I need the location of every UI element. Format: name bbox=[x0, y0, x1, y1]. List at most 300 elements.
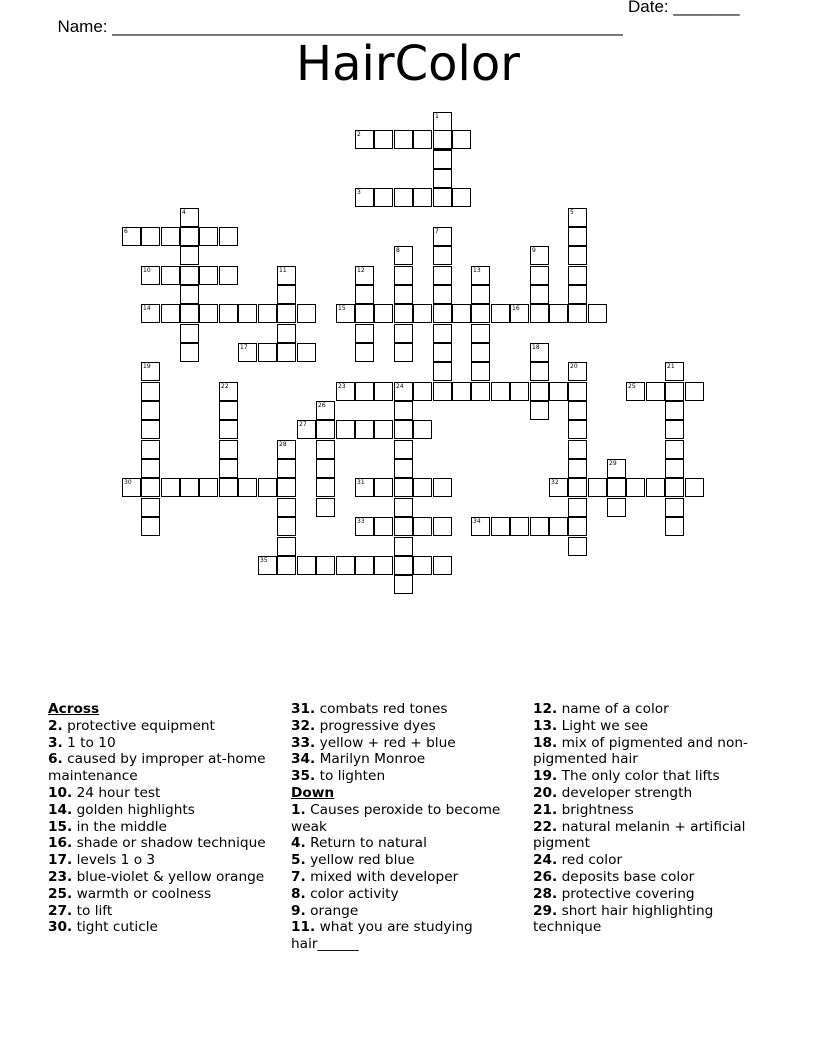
grid-cell[interactable] bbox=[122, 227, 141, 246]
grid-cell[interactable] bbox=[277, 459, 296, 478]
grid-cell[interactable] bbox=[452, 382, 471, 401]
clue-number-label: 6. bbox=[48, 751, 63, 768]
clue-number: 28 bbox=[279, 441, 287, 448]
grid-cell[interactable] bbox=[199, 478, 218, 497]
grid-cell[interactable] bbox=[665, 498, 684, 517]
clue-text: tight cuticle bbox=[72, 919, 158, 936]
grid-cell[interactable] bbox=[665, 420, 684, 439]
grid-cell[interactable] bbox=[607, 498, 626, 517]
grid-cell[interactable] bbox=[374, 420, 393, 439]
grid-cell[interactable] bbox=[374, 304, 393, 323]
clue-text: brightness bbox=[557, 801, 634, 818]
grid-cell[interactable] bbox=[549, 382, 568, 401]
grid-cell[interactable] bbox=[277, 324, 296, 343]
grid-cell[interactable] bbox=[316, 459, 335, 478]
grid-cell[interactable] bbox=[685, 382, 704, 401]
grid-cell[interactable] bbox=[413, 304, 432, 323]
clue-number-label: 8. bbox=[291, 885, 306, 902]
grid-cell[interactable] bbox=[336, 382, 355, 401]
clue-item bbox=[291, 718, 531, 735]
grid-cell[interactable] bbox=[355, 304, 374, 323]
grid-cell[interactable] bbox=[219, 304, 238, 323]
grid-cell[interactable] bbox=[316, 420, 335, 439]
grid-cell[interactable] bbox=[258, 304, 277, 323]
grid-cell[interactable] bbox=[452, 130, 471, 149]
grid-cell[interactable] bbox=[316, 478, 335, 497]
grid-cell[interactable] bbox=[141, 266, 160, 285]
grid-cell[interactable] bbox=[433, 517, 452, 536]
clue-number: 19 bbox=[143, 363, 151, 370]
clue-number: 9 bbox=[532, 247, 536, 254]
grid-cell[interactable] bbox=[394, 440, 413, 459]
grid-cell[interactable] bbox=[665, 517, 684, 536]
grid-cell[interactable] bbox=[374, 517, 393, 536]
across-clue-list bbox=[48, 718, 288, 936]
clue-text: orange bbox=[305, 902, 359, 919]
grid-cell[interactable] bbox=[588, 478, 607, 497]
grid-cell[interactable] bbox=[336, 556, 355, 575]
grid-cell[interactable] bbox=[568, 459, 587, 478]
grid-cell[interactable] bbox=[355, 130, 374, 149]
clue-number-label: 25. bbox=[48, 885, 73, 902]
grid-cell[interactable] bbox=[413, 382, 432, 401]
grid-cell[interactable] bbox=[413, 420, 432, 439]
clue-text: developer strength bbox=[557, 784, 693, 801]
clue-text: caused by improper at-home maintenance bbox=[48, 751, 266, 785]
grid-cell[interactable] bbox=[297, 343, 316, 362]
grid-cell[interactable] bbox=[316, 556, 335, 575]
grid-cell[interactable] bbox=[646, 382, 665, 401]
grid-cell[interactable] bbox=[685, 478, 704, 497]
grid-cell[interactable] bbox=[433, 324, 452, 343]
clue-number: 29 bbox=[609, 460, 617, 467]
grid-cell[interactable] bbox=[199, 227, 218, 246]
grid-cell[interactable] bbox=[394, 498, 413, 517]
grid-cell[interactable] bbox=[355, 285, 374, 304]
grid-cell[interactable] bbox=[394, 266, 413, 285]
grid-cell[interactable] bbox=[433, 382, 452, 401]
clue-number-label: 23. bbox=[48, 868, 73, 885]
grid-cell[interactable] bbox=[180, 324, 199, 343]
grid-cell[interactable] bbox=[607, 478, 626, 497]
grid-cell[interactable] bbox=[491, 382, 510, 401]
grid-cell[interactable] bbox=[199, 266, 218, 285]
clue-number: 4 bbox=[182, 209, 186, 216]
clue-number: 7 bbox=[435, 228, 439, 235]
grid-cell[interactable] bbox=[530, 517, 549, 536]
grid-cell[interactable] bbox=[471, 324, 490, 343]
grid-cell[interactable] bbox=[277, 304, 296, 323]
grid-cell[interactable] bbox=[316, 401, 335, 420]
grid-cell[interactable] bbox=[277, 498, 296, 517]
grid-cell[interactable] bbox=[665, 459, 684, 478]
grid-cell[interactable] bbox=[180, 343, 199, 362]
clue-item bbox=[291, 835, 531, 852]
clue-number-label: 11. bbox=[291, 919, 316, 936]
grid-cell[interactable] bbox=[180, 304, 199, 323]
clue-text: mixed with developer bbox=[305, 868, 459, 885]
clue-item bbox=[533, 886, 783, 903]
grid-cell[interactable] bbox=[568, 478, 587, 497]
grid-cell[interactable] bbox=[588, 304, 607, 323]
clue-number-label: 2. bbox=[48, 717, 63, 734]
grid-cell[interactable] bbox=[374, 130, 393, 149]
grid-cell[interactable] bbox=[549, 478, 568, 497]
grid-cell[interactable] bbox=[355, 188, 374, 207]
clue-number-label: 29. bbox=[533, 902, 558, 919]
clue-text: blue-violet & yellow orange bbox=[72, 868, 265, 885]
grid-cell[interactable] bbox=[549, 304, 568, 323]
clue-number-label: 9. bbox=[291, 902, 306, 919]
clue-number: 15 bbox=[338, 305, 346, 312]
clue-item bbox=[533, 903, 783, 937]
clue-text: 24 hour test bbox=[72, 784, 161, 801]
grid-cell[interactable] bbox=[219, 266, 238, 285]
grid-cell[interactable] bbox=[433, 304, 452, 323]
grid-cell[interactable] bbox=[394, 556, 413, 575]
clue-text: in the middle bbox=[72, 818, 167, 835]
grid-cell[interactable] bbox=[394, 517, 413, 536]
clue-item bbox=[48, 919, 288, 936]
clue-column-2 bbox=[291, 701, 531, 953]
grid-cell[interactable] bbox=[568, 382, 587, 401]
grid-cell[interactable] bbox=[549, 517, 568, 536]
grid-cell[interactable] bbox=[374, 478, 393, 497]
grid-cell[interactable] bbox=[568, 498, 587, 517]
clue-item bbox=[533, 852, 783, 869]
clue-text: mix of pigmented and non-pigmented hair bbox=[533, 734, 748, 768]
clue-number: 20 bbox=[570, 363, 578, 370]
grid-cell[interactable] bbox=[530, 285, 549, 304]
grid-cell[interactable] bbox=[665, 440, 684, 459]
grid-cell[interactable] bbox=[433, 266, 452, 285]
grid-cell[interactable] bbox=[277, 537, 296, 556]
date-field[interactable]: Date: _______ bbox=[628, 0, 740, 16]
grid-cell[interactable] bbox=[219, 478, 238, 497]
grid-cell[interactable] bbox=[219, 420, 238, 439]
clue-number-label: 13. bbox=[533, 717, 558, 734]
grid-cell[interactable] bbox=[665, 382, 684, 401]
grid-cell[interactable] bbox=[530, 362, 549, 381]
grid-cell[interactable] bbox=[258, 343, 277, 362]
grid-cell[interactable] bbox=[355, 266, 374, 285]
grid-cell[interactable] bbox=[141, 362, 160, 381]
clue-number: 8 bbox=[396, 247, 400, 254]
clue-item bbox=[533, 802, 783, 819]
grid-cell[interactable] bbox=[394, 382, 413, 401]
clue-number-label: 12. bbox=[533, 701, 558, 717]
clue-item bbox=[48, 819, 288, 836]
grid-cell[interactable] bbox=[219, 401, 238, 420]
grid-cell[interactable] bbox=[355, 478, 374, 497]
grid-cell[interactable] bbox=[394, 575, 413, 594]
grid-cell[interactable] bbox=[355, 517, 374, 536]
grid-cell[interactable] bbox=[297, 304, 316, 323]
grid-cell[interactable] bbox=[452, 304, 471, 323]
clue-number-label: 14. bbox=[48, 801, 73, 818]
clue-number: 6 bbox=[124, 228, 128, 235]
grid-cell[interactable] bbox=[219, 382, 238, 401]
grid-cell[interactable] bbox=[471, 266, 490, 285]
grid-cell[interactable] bbox=[355, 556, 374, 575]
grid-cell[interactable] bbox=[530, 382, 549, 401]
grid-cell[interactable] bbox=[355, 343, 374, 362]
grid-cell[interactable] bbox=[219, 459, 238, 478]
grid-cell[interactable] bbox=[626, 478, 645, 497]
clue-text: golden highlights bbox=[72, 801, 195, 818]
grid-cell[interactable] bbox=[433, 227, 452, 246]
grid-cell[interactable] bbox=[530, 343, 549, 362]
grid-cell[interactable] bbox=[471, 304, 490, 323]
grid-cell[interactable] bbox=[568, 246, 587, 265]
clue-number: 21 bbox=[667, 363, 675, 370]
grid-cell[interactable] bbox=[394, 459, 413, 478]
grid-cell[interactable] bbox=[161, 227, 180, 246]
clue-number: 24 bbox=[396, 383, 404, 390]
grid-cell[interactable] bbox=[394, 285, 413, 304]
grid-cell[interactable] bbox=[433, 150, 452, 169]
clue-number: 5 bbox=[570, 209, 574, 216]
clue-number: 23 bbox=[338, 383, 346, 390]
clue-number: 1 bbox=[435, 113, 439, 120]
grid-cell[interactable] bbox=[394, 246, 413, 265]
grid-cell[interactable] bbox=[238, 304, 257, 323]
grid-cell[interactable] bbox=[277, 285, 296, 304]
grid-cell[interactable] bbox=[277, 478, 296, 497]
clue-text: Return to natural bbox=[305, 835, 427, 852]
clue-number: 31 bbox=[357, 479, 365, 486]
grid-cell[interactable] bbox=[433, 556, 452, 575]
grid-cell[interactable] bbox=[316, 498, 335, 517]
grid-cell[interactable] bbox=[433, 343, 452, 362]
clue-number-label: 28. bbox=[533, 885, 558, 902]
grid-cell[interactable] bbox=[277, 556, 296, 575]
grid-cell[interactable] bbox=[180, 285, 199, 304]
grid-cell[interactable] bbox=[510, 517, 529, 536]
clue-text: deposits base color bbox=[557, 868, 695, 885]
clue-number: 11 bbox=[279, 267, 287, 274]
grid-cell[interactable] bbox=[141, 478, 160, 497]
grid-cell[interactable] bbox=[141, 304, 160, 323]
clue-item bbox=[48, 718, 288, 735]
grid-cell[interactable] bbox=[471, 362, 490, 381]
grid-cell[interactable] bbox=[219, 227, 238, 246]
grid-cell[interactable] bbox=[568, 304, 587, 323]
clue-number: 33 bbox=[357, 518, 365, 525]
clue-column-1 bbox=[48, 701, 288, 936]
grid-cell[interactable] bbox=[199, 304, 218, 323]
grid-cell[interactable] bbox=[568, 401, 587, 420]
clue-item bbox=[533, 701, 783, 718]
grid-cell[interactable] bbox=[433, 285, 452, 304]
clue-text: Light we see bbox=[557, 717, 649, 734]
grid-cell[interactable] bbox=[277, 343, 296, 362]
grid-cell[interactable] bbox=[413, 556, 432, 575]
grid-cell[interactable] bbox=[568, 517, 587, 536]
grid-cell[interactable] bbox=[530, 266, 549, 285]
clue-item bbox=[291, 802, 531, 836]
down-heading: Down bbox=[291, 784, 335, 801]
grid-cell[interactable] bbox=[530, 304, 549, 323]
grid-cell[interactable] bbox=[394, 304, 413, 323]
grid-cell[interactable] bbox=[568, 208, 587, 227]
clue-item bbox=[533, 718, 783, 735]
clue-number: 10 bbox=[143, 267, 151, 274]
grid-cell[interactable] bbox=[568, 227, 587, 246]
grid-cell[interactable] bbox=[141, 227, 160, 246]
clue-number-label: 1. bbox=[291, 801, 306, 818]
grid-cell[interactable] bbox=[646, 478, 665, 497]
grid-cell[interactable] bbox=[510, 304, 529, 323]
clue-item bbox=[48, 852, 288, 869]
grid-cell[interactable] bbox=[452, 188, 471, 207]
grid-cell[interactable] bbox=[394, 420, 413, 439]
clue-item bbox=[533, 869, 783, 886]
across-heading: Across bbox=[48, 701, 100, 717]
grid-cell[interactable] bbox=[277, 440, 296, 459]
grid-cell[interactable] bbox=[433, 188, 452, 207]
grid-cell[interactable] bbox=[161, 266, 180, 285]
grid-cell[interactable] bbox=[180, 246, 199, 265]
clue-text: to lift bbox=[72, 902, 113, 919]
grid-cell[interactable] bbox=[258, 556, 277, 575]
grid-cell[interactable] bbox=[568, 420, 587, 439]
clue-number-label: 19. bbox=[533, 768, 558, 785]
clue-number-label: 15. bbox=[48, 818, 73, 835]
grid-cell[interactable] bbox=[374, 188, 393, 207]
grid-cell[interactable] bbox=[336, 420, 355, 439]
grid-cell[interactable] bbox=[141, 517, 160, 536]
grid-cell[interactable] bbox=[394, 188, 413, 207]
grid-cell[interactable] bbox=[180, 227, 199, 246]
grid-cell[interactable] bbox=[374, 382, 393, 401]
grid-cell[interactable] bbox=[141, 401, 160, 420]
grid-cell[interactable] bbox=[413, 130, 432, 149]
grid-cell[interactable] bbox=[530, 246, 549, 265]
grid-cell[interactable] bbox=[491, 304, 510, 323]
grid-cell[interactable] bbox=[471, 343, 490, 362]
grid-cell[interactable] bbox=[141, 420, 160, 439]
grid-cell[interactable] bbox=[238, 478, 257, 497]
clue-number: 32 bbox=[551, 479, 559, 486]
grid-cell[interactable] bbox=[626, 382, 645, 401]
grid-cell[interactable] bbox=[297, 556, 316, 575]
grid-cell[interactable] bbox=[665, 478, 684, 497]
clue-number: 27 bbox=[299, 421, 307, 428]
grid-cell[interactable] bbox=[277, 517, 296, 536]
grid-cell[interactable] bbox=[433, 112, 452, 131]
name-field[interactable]: Name: ______________________________________________________ bbox=[57, 17, 623, 36]
clue-item bbox=[291, 869, 531, 886]
grid-cell[interactable] bbox=[471, 382, 490, 401]
grid-cell[interactable] bbox=[141, 382, 160, 401]
grid-cell[interactable] bbox=[413, 188, 432, 207]
grid-cell[interactable] bbox=[568, 362, 587, 381]
grid-cell[interactable] bbox=[433, 130, 452, 149]
grid-cell[interactable] bbox=[530, 401, 549, 420]
grid-cell[interactable] bbox=[665, 401, 684, 420]
grid-cell[interactable] bbox=[394, 324, 413, 343]
grid-cell[interactable] bbox=[161, 478, 180, 497]
grid-cell[interactable] bbox=[180, 266, 199, 285]
grid-cell[interactable] bbox=[122, 478, 141, 497]
clue-number: 30 bbox=[124, 479, 132, 486]
grid-cell[interactable] bbox=[433, 478, 452, 497]
grid-cell[interactable] bbox=[491, 517, 510, 536]
clue-item bbox=[291, 735, 531, 752]
grid-cell[interactable] bbox=[471, 517, 490, 536]
grid-cell[interactable] bbox=[568, 440, 587, 459]
grid-cell[interactable] bbox=[665, 362, 684, 381]
clue-text: what you are studying hair______ bbox=[291, 919, 473, 953]
clue-number-label: 24. bbox=[533, 852, 558, 869]
grid-cell[interactable] bbox=[510, 382, 529, 401]
grid-cell[interactable] bbox=[413, 517, 432, 536]
grid-cell[interactable] bbox=[277, 266, 296, 285]
clue-text: color activity bbox=[305, 885, 399, 902]
grid-cell[interactable] bbox=[161, 304, 180, 323]
grid-cell[interactable] bbox=[568, 285, 587, 304]
grid-cell[interactable] bbox=[568, 537, 587, 556]
clue-text: warmth or coolness bbox=[72, 885, 212, 902]
grid-cell[interactable] bbox=[316, 440, 335, 459]
grid-cell[interactable] bbox=[141, 498, 160, 517]
grid-cell[interactable] bbox=[568, 266, 587, 285]
grid-cell[interactable] bbox=[433, 362, 452, 381]
clue-number-label: 3. bbox=[48, 734, 63, 751]
grid-cell[interactable] bbox=[180, 478, 199, 497]
grid-cell[interactable] bbox=[219, 440, 238, 459]
grid-cell[interactable] bbox=[607, 459, 626, 478]
grid-cell[interactable] bbox=[180, 208, 199, 227]
grid-cell[interactable] bbox=[413, 478, 432, 497]
grid-cell[interactable] bbox=[394, 537, 413, 556]
clue-text: yellow + red + blue bbox=[315, 734, 456, 751]
grid-cell[interactable] bbox=[258, 478, 277, 497]
clue-text: Causes peroxide to become weak bbox=[291, 801, 501, 835]
clue-text: name of a color bbox=[557, 701, 669, 717]
clue-number: 25 bbox=[628, 383, 636, 390]
grid-cell[interactable] bbox=[141, 459, 160, 478]
clue-number-label: 7. bbox=[291, 868, 306, 885]
grid-cell[interactable] bbox=[238, 343, 257, 362]
grid-cell[interactable] bbox=[394, 343, 413, 362]
clue-text: natural melanin + artificial pigment bbox=[533, 818, 746, 852]
grid-cell[interactable] bbox=[355, 382, 374, 401]
grid-cell[interactable] bbox=[433, 246, 452, 265]
grid-cell[interactable] bbox=[394, 130, 413, 149]
clue-number-label: 18. bbox=[533, 734, 558, 751]
grid-cell[interactable] bbox=[297, 420, 316, 439]
clue-number-label: 26. bbox=[533, 868, 558, 885]
grid-cell[interactable] bbox=[394, 401, 413, 420]
clue-number: 3 bbox=[357, 189, 361, 196]
grid-cell[interactable] bbox=[355, 420, 374, 439]
clue-number-label: 17. bbox=[48, 852, 73, 869]
grid-cell[interactable] bbox=[336, 304, 355, 323]
grid-cell[interactable] bbox=[433, 169, 452, 188]
clue-number-label: 4. bbox=[291, 835, 306, 852]
grid-cell[interactable] bbox=[374, 556, 393, 575]
grid-cell[interactable] bbox=[471, 285, 490, 304]
grid-cell[interactable] bbox=[394, 478, 413, 497]
clue-item bbox=[48, 886, 288, 903]
clue-item bbox=[291, 886, 531, 903]
grid-cell[interactable] bbox=[355, 324, 374, 343]
clue-number-label: 31. bbox=[291, 701, 316, 717]
grid-cell[interactable] bbox=[141, 440, 160, 459]
clue-item bbox=[48, 802, 288, 819]
